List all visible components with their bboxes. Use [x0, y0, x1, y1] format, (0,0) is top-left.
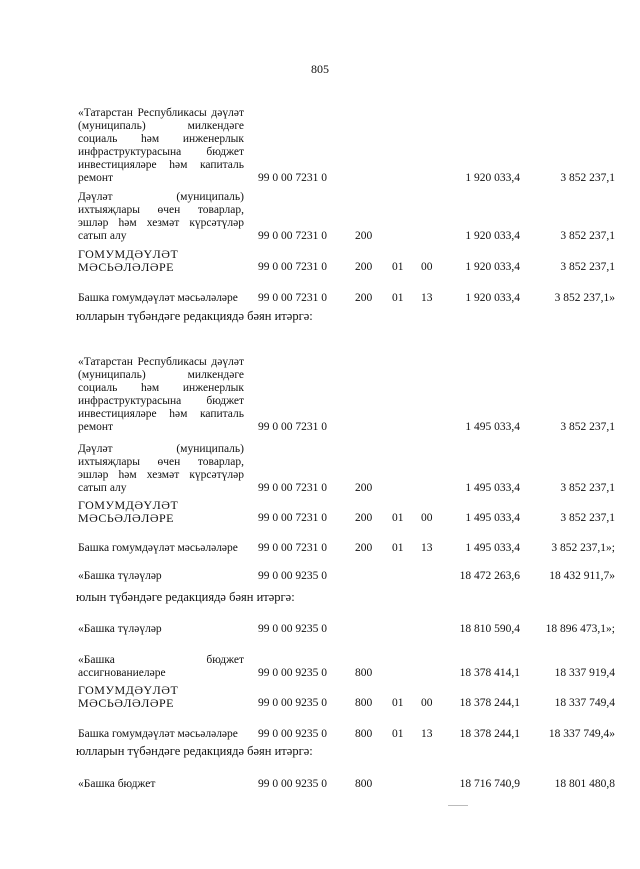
table-row	[0, 529, 640, 555]
amount-year-1: 1 495 033,4	[465, 542, 520, 554]
budget-code: 99 0 00 7231 0	[258, 292, 327, 304]
footer-rule	[448, 805, 468, 806]
page-number: 805	[311, 62, 329, 76]
budget-code: 99 0 00 7231 0	[258, 421, 327, 433]
amendment-instruction: юлларын түбәндәге редакциядә бәян итәргә:	[76, 309, 313, 323]
subsection-code: 00	[421, 261, 433, 273]
budget-code: 99 0 00 9235 0	[258, 728, 327, 740]
expense-type: 200	[355, 482, 373, 494]
row-label: ГОМУМДӘҮЛӘТ МӘСЬӘЛӘЛӘРЕ	[78, 247, 179, 274]
expense-type: 200	[355, 292, 373, 304]
section-code: 01	[392, 697, 404, 709]
amount-year-2: 3 852 237,1	[560, 172, 615, 184]
section-code: 01	[392, 542, 404, 554]
amount-year-1: 1 495 033,4	[465, 482, 520, 494]
section-code: 01	[392, 512, 404, 524]
budget-code: 99 0 00 7231 0	[258, 230, 327, 242]
section-code: 01	[392, 292, 404, 304]
expense-type: 800	[355, 778, 373, 790]
row-label: ГОМУМДӘҮЛӘТ МӘСЬӘЛӘЛӘРЕ	[78, 683, 179, 710]
expense-type: 800	[355, 697, 373, 709]
expense-type: 200	[355, 261, 373, 273]
table-row	[0, 278, 640, 305]
amount-year-2: 3 852 237,1»	[554, 292, 615, 304]
budget-code: 99 0 00 7231 0	[258, 172, 327, 184]
table-row	[0, 189, 640, 243]
table-row	[0, 247, 640, 274]
budget-code: 99 0 00 9235 0	[258, 778, 327, 790]
subsection-code: 13	[421, 292, 433, 304]
table-row	[0, 439, 640, 495]
budget-code: 99 0 00 9235 0	[258, 697, 327, 709]
amount-year-1: 18 472 263,6	[459, 570, 520, 582]
table-row	[0, 338, 640, 434]
section-code: 01	[392, 728, 404, 740]
row-label: «Башка түләүләр	[78, 623, 162, 635]
budget-code: 99 0 00 7231 0	[258, 482, 327, 494]
row-label: «Татарстан Республикасы дәүләт (муниципаль) милкендәге социаль һәм инженерлык инфраструктурасына бюджет инвестицияләре һәм капиталь ремонт	[78, 356, 244, 433]
amount-year-2: 3 852 237,1»;	[551, 542, 615, 554]
row-label: «Башка түләүләр	[78, 570, 162, 582]
subsection-code: 13	[421, 728, 433, 740]
amount-year-2: 18 337 749,4	[554, 697, 615, 709]
row-label: Дәүләт (муниципаль) ихтыяҗлары өчен товарлар, эшләр һәм хезмәт күрсәтүләр сатып алу	[78, 191, 244, 242]
amount-year-2: 3 852 237,1	[560, 230, 615, 242]
amount-year-1: 1 495 033,4	[465, 421, 520, 433]
table-row	[0, 89, 640, 185]
budget-code: 99 0 00 9235 0	[258, 667, 327, 679]
section-code: 01	[392, 261, 404, 273]
amount-year-2: 18 432 911,7»	[549, 570, 615, 582]
budget-code: 99 0 00 9235 0	[258, 623, 327, 635]
subsection-code: 13	[421, 542, 433, 554]
subsection-code: 00	[421, 512, 433, 524]
amount-year-1: 18 716 740,9	[459, 778, 520, 790]
amount-year-1: 1 495 033,4	[465, 512, 520, 524]
budget-code: 99 0 00 7231 0	[258, 261, 327, 273]
amount-year-2: 3 852 237,1	[560, 261, 615, 273]
amount-year-1: 1 920 033,4	[465, 292, 520, 304]
row-label: «Татарстан Республикасы дәүләт (муниципаль) милкендәге социаль һәм инженерлык инфраструктурасына бюджет инвестицияләре һәм капиталь ремонт	[78, 107, 244, 184]
expense-type: 800	[355, 728, 373, 740]
amount-year-1: 1 920 033,4	[465, 172, 520, 184]
amount-year-2: 18 801 480,8	[554, 778, 615, 790]
budget-code: 99 0 00 7231 0	[258, 542, 327, 554]
amount-year-2: 3 852 237,1	[560, 512, 615, 524]
amount-year-1: 1 920 033,4	[465, 261, 520, 273]
table-row	[0, 778, 640, 791]
table-row	[0, 715, 640, 741]
amount-year-1: 18 378 244,1	[459, 697, 520, 709]
amount-year-1: 18 810 590,4	[459, 623, 520, 635]
expense-type: 800	[355, 667, 373, 679]
expense-type: 200	[355, 512, 373, 524]
amount-year-2: 18 337 749,4»	[548, 728, 615, 740]
table-row	[0, 623, 640, 636]
row-label: Башка гомумдәүләт мәсьәләләре	[78, 542, 238, 554]
row-label: Башка гомумдәүләт мәсьәләләре	[78, 292, 238, 304]
amount-year-1: 18 378 414,1	[459, 667, 520, 679]
row-label: «Башка бюджет	[78, 778, 156, 790]
row-label: Дәүләт (муниципаль) ихтыяҗлары өчен товарлар, эшләр һәм хезмәт күрсәтүләр сатып алу	[78, 443, 244, 494]
expense-type: 200	[355, 230, 373, 242]
budget-code: 99 0 00 9235 0	[258, 570, 327, 582]
amount-year-2: 3 852 237,1	[560, 482, 615, 494]
row-label: «Башка бюджет ассигнованиеләре	[78, 654, 244, 679]
row-label: ГОМУМДӘҮЛӘТ МӘСЬӘЛӘЛӘРЕ	[78, 498, 179, 525]
amount-year-1: 18 378 244,1	[459, 728, 520, 740]
table-row	[0, 499, 640, 525]
table-row	[0, 684, 640, 710]
amount-year-1: 1 920 033,4	[465, 230, 520, 242]
amount-year-2: 3 852 237,1	[560, 421, 615, 433]
subsection-code: 00	[421, 697, 433, 709]
amount-year-2: 18 337 919,4	[554, 667, 615, 679]
amendment-instruction: юлларын түбәндәге редакциядә бәян итәргә:	[76, 744, 313, 758]
amount-year-2: 18 896 473,1»;	[545, 623, 615, 635]
amendment-instruction: юлын түбәндәге редакциядә бәян итәргә:	[76, 590, 295, 604]
budget-code: 99 0 00 7231 0	[258, 512, 327, 524]
expense-type: 200	[355, 542, 373, 554]
table-row	[0, 570, 640, 583]
row-label: Башка гомумдәүләт мәсьәләләре	[78, 728, 238, 740]
table-row	[0, 654, 640, 680]
